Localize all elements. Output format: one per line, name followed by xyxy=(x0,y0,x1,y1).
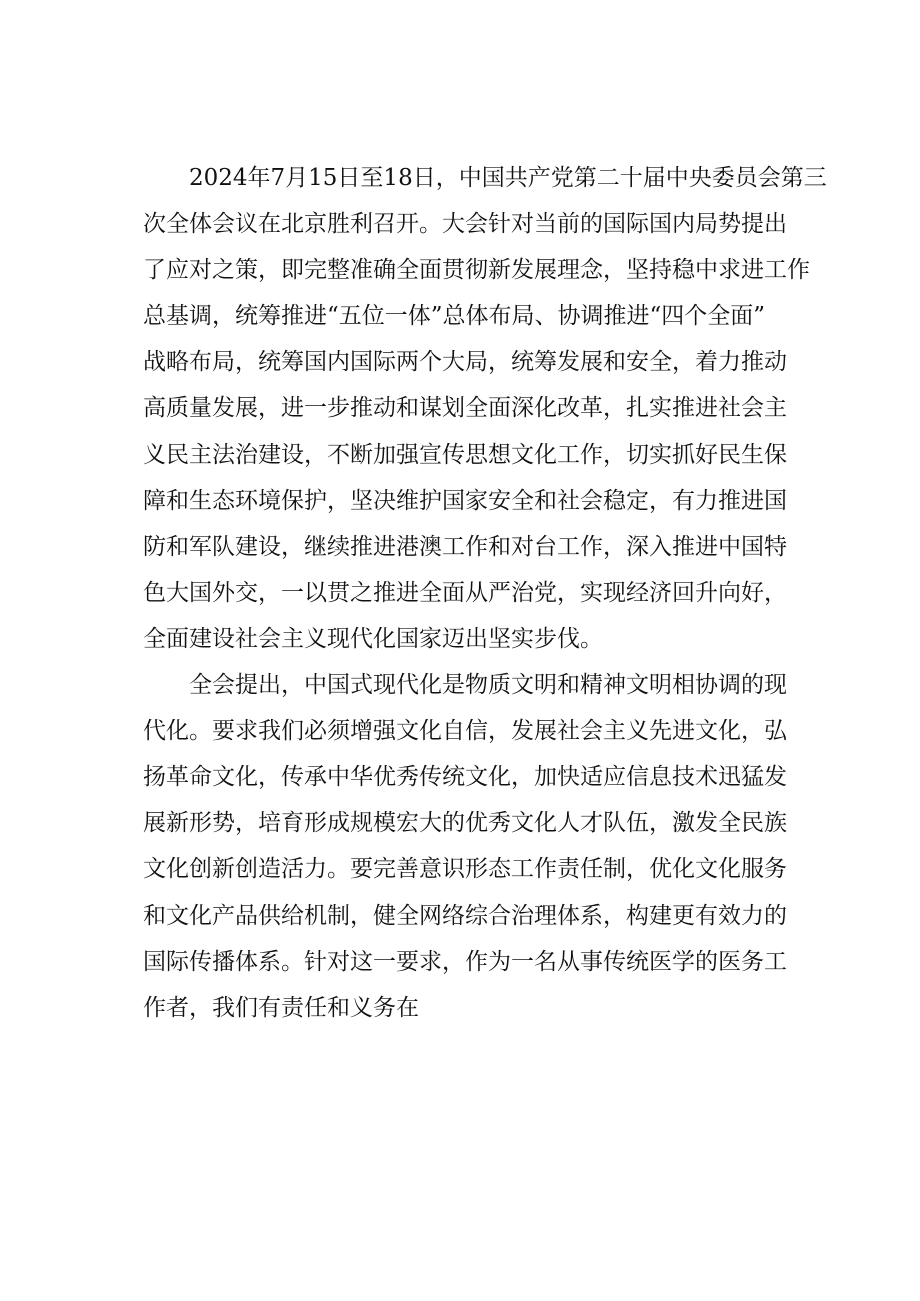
text-line: 国际传播体系。针对这一要求，作为一名从事传统医学的医务工 xyxy=(143,948,787,975)
text-line: 高质量发展，进一步推动和谋划全面深化改革，扎实推进社会主 xyxy=(143,395,787,422)
text-line: 文化创新创造活力。要完善意识形态工作责任制，优化文化服务 xyxy=(143,856,787,883)
document-body xyxy=(143,155,827,1031)
text-line: 次全体会议在北京胜利召开。大会针对当前的国际国内局势提出 xyxy=(143,211,787,238)
text-line: 总基调，统筹推进“五位一体”总体布局、协调推进“四个全面” xyxy=(143,303,766,330)
text-line: 和文化产品供给机制，健全网络综合治理体系，构建更有效力的 xyxy=(143,902,787,929)
text-line: 障和生态环境保护，坚决维护国家安全和社会稳定，有力推进国 xyxy=(143,487,787,514)
paragraph-1 xyxy=(143,155,827,662)
text-line: 展新形势，培育形成规模宏大的优秀文化人才队伍，激发全民族 xyxy=(143,810,787,837)
text-line: 防和军队建设，继续推进港澳工作和对台工作，深入推进中国特 xyxy=(143,533,787,560)
text-line: 全会提出，中国式现代化是物质文明和精神文明相协调的现 xyxy=(189,672,787,699)
text-line: 义民主法治建设，不断加强宣传思想文化工作，切实抓好民生保 xyxy=(143,441,787,468)
text-line: 代化。要求我们必须增强文化自信，发展社会主义先进文化，弘 xyxy=(143,718,787,745)
text-line: 作者，我们有责任和义务在 xyxy=(143,994,419,1021)
text-line: 战略布局，统筹国内国际两个大局，统筹发展和安全，着力推动 xyxy=(143,349,787,376)
paragraph-2 xyxy=(143,662,803,1031)
text-line: 扬革命文化，传承中华优秀传统文化，加快适应信息技术迅猛发 xyxy=(143,764,787,791)
text-line: 2024年7月15日至18日，中国共产党第二十届中央委员会第三 xyxy=(189,165,827,191)
text-line: 全面建设社会主义现代化国家迈出坚实步伐。 xyxy=(143,625,603,652)
text-line: 了应对之策，即完整准确全面贯彻新发展理念，坚持稳中求进工作 xyxy=(143,257,810,284)
text-line: 色大国外交，一以贯之推进全面从严治党，实现经济回升向好， xyxy=(143,579,787,606)
